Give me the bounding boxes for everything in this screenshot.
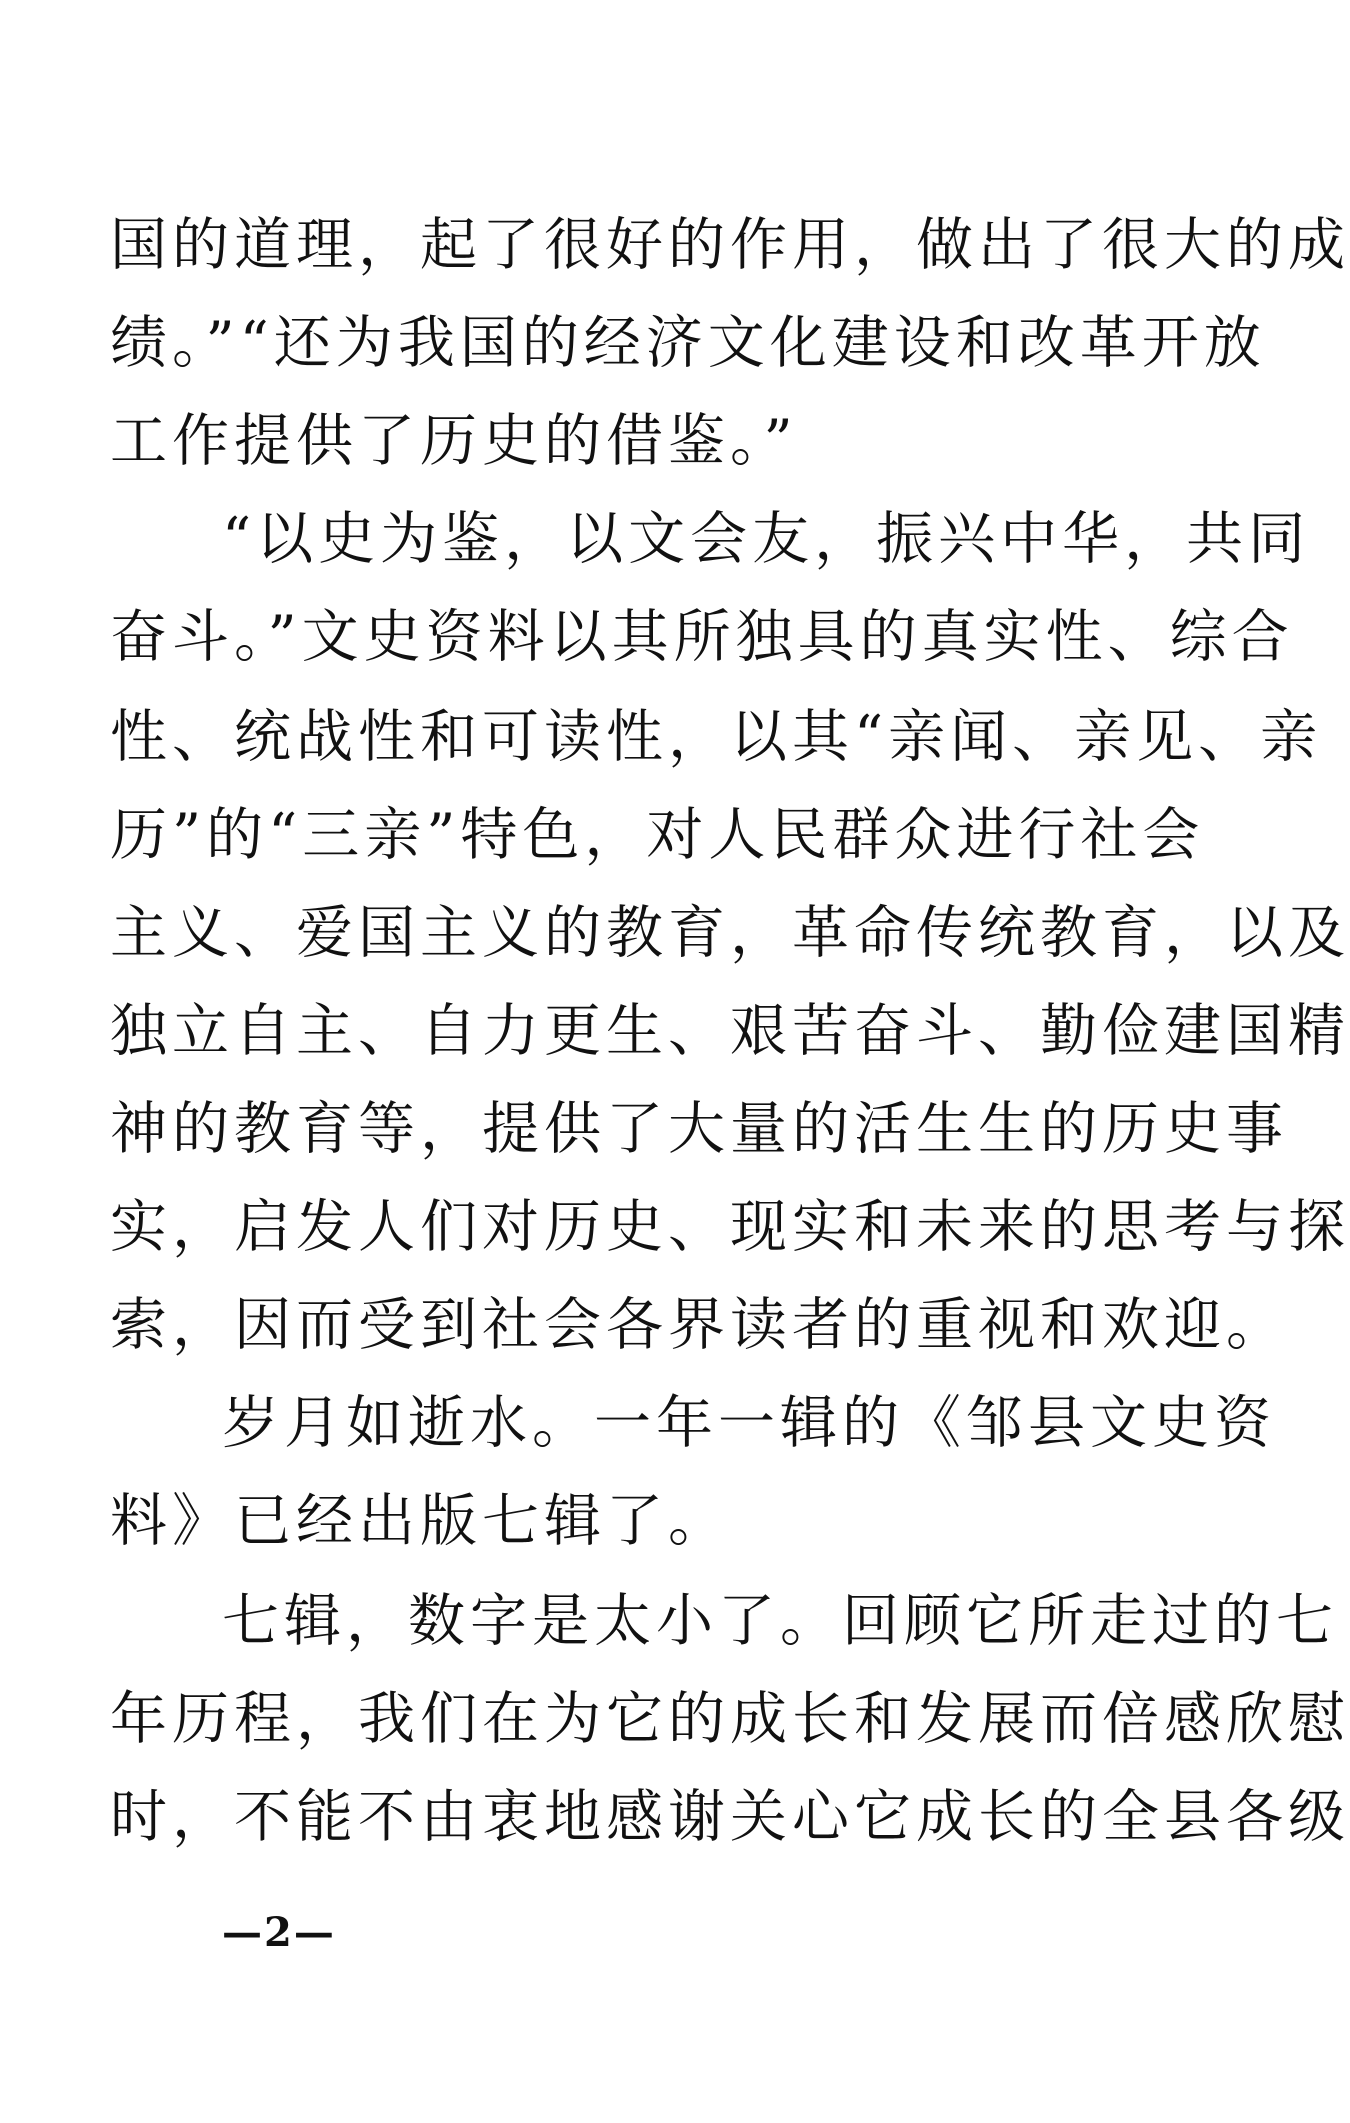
text-line: 历”的“三亲”特色，对人民群众进行社会 (110, 802, 1205, 868)
text-line: 独立自主、自力更生、艰苦奋斗、勤俭建国精 (110, 998, 1350, 1064)
text-line: 神的教育等，提供了大量的活生生的历史事 (110, 1096, 1288, 1162)
text-line: 绩。”“还为我国的经济文化建设和改革开放 (110, 310, 1266, 376)
page-number: —2— (222, 1909, 336, 1956)
text-line: 实，启发人们对历史、现实和未来的思考与探 (110, 1194, 1350, 1260)
text-line: 料》已经出版七辑了。 (110, 1488, 730, 1554)
text-line: 时，不能不由衷地感谢关心它成长的全县各级 (110, 1784, 1350, 1850)
paragraph-start-line: 岁月如逝水。一年一辑的《邹县文史资 (222, 1390, 1276, 1456)
text-line: 工作提供了历史的借鉴。” (110, 408, 798, 474)
paragraph-start-line: “以史为鉴，以文会友，振兴中华，共同 (222, 506, 1311, 572)
text-line: 性、统战性和可读性，以其“亲闻、亲见、亲 (110, 704, 1323, 770)
text-line: 奋斗。”文史资料以其所独具的真实性、综合 (110, 604, 1294, 670)
paragraph-start-line: 七辑，数字是太小了。回顾它所走过的七 (222, 1588, 1338, 1654)
text-line: 年历程，我们在为它的成长和发展而倍感欣慰 (110, 1686, 1350, 1752)
text-line: 国的道理，起了很好的作用，做出了很大的成 (110, 212, 1350, 278)
text-line: 主义、爱国主义的教育，革命传统教育，以及 (110, 900, 1350, 966)
text-line: 索，因而受到社会各界读者的重视和欢迎。 (110, 1292, 1288, 1358)
